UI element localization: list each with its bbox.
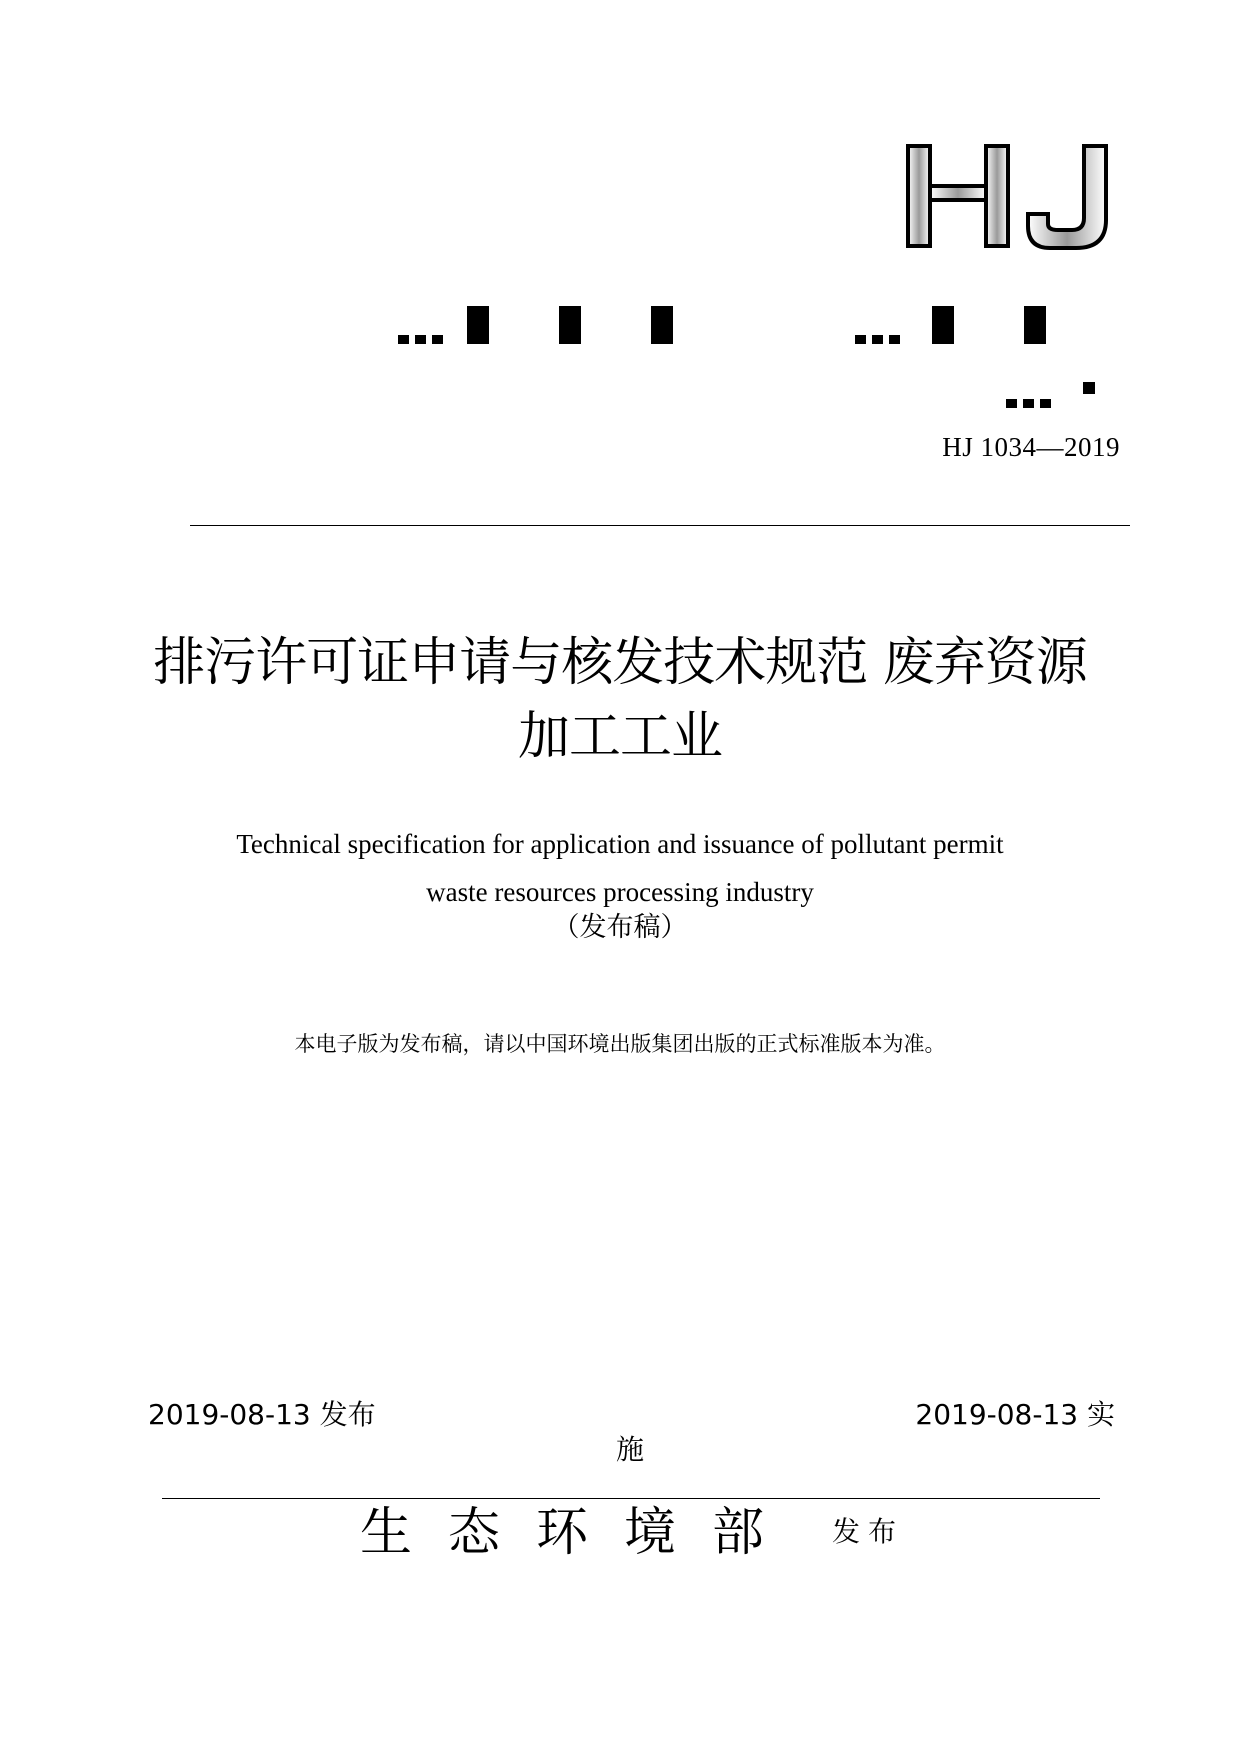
header-glyph-row-2	[1006, 384, 1095, 408]
implementation-date-wrap: 施	[615, 1433, 644, 1466]
standard-code: HJ 1034—2019	[942, 432, 1120, 462]
block-glyph	[1024, 306, 1046, 344]
block-glyph	[467, 306, 489, 344]
edition-notice: 本电子版为发布稿，请以中国环境出版集团出版的正式标准版本为准。	[294, 1032, 946, 1056]
title-english-line-2: waste resources processing industry	[426, 877, 814, 907]
block-glyph	[932, 306, 954, 344]
implementation-date: 2019-08-13 实	[915, 1398, 1115, 1431]
logo-letter-h	[908, 146, 1008, 246]
block-glyph	[559, 306, 581, 344]
block-glyph	[651, 306, 673, 344]
hj-logo	[900, 140, 1120, 255]
header-glyph-row-1	[398, 304, 1046, 344]
ellipsis-glyph	[1006, 399, 1051, 408]
issuer-name: 生态环境部	[360, 1503, 801, 1563]
title-english	[120, 820, 1120, 916]
issuer-suffix: 发布	[832, 1515, 905, 1548]
title-chinese: 排污许可证申请与核发技术规范 废弃资源加工工业	[153, 633, 1087, 767]
block-glyph	[1083, 382, 1095, 394]
title-english-line-1: Technical specification for application and issuance of pollutant permit	[236, 829, 1004, 859]
ellipsis-glyph	[398, 335, 443, 344]
logo-letter-j	[1028, 146, 1106, 248]
top-divider	[190, 525, 1130, 526]
release-date: 2019-08-13 发布	[148, 1398, 376, 1431]
draft-label: （发布稿）	[552, 912, 688, 943]
ellipsis-glyph	[855, 335, 900, 344]
